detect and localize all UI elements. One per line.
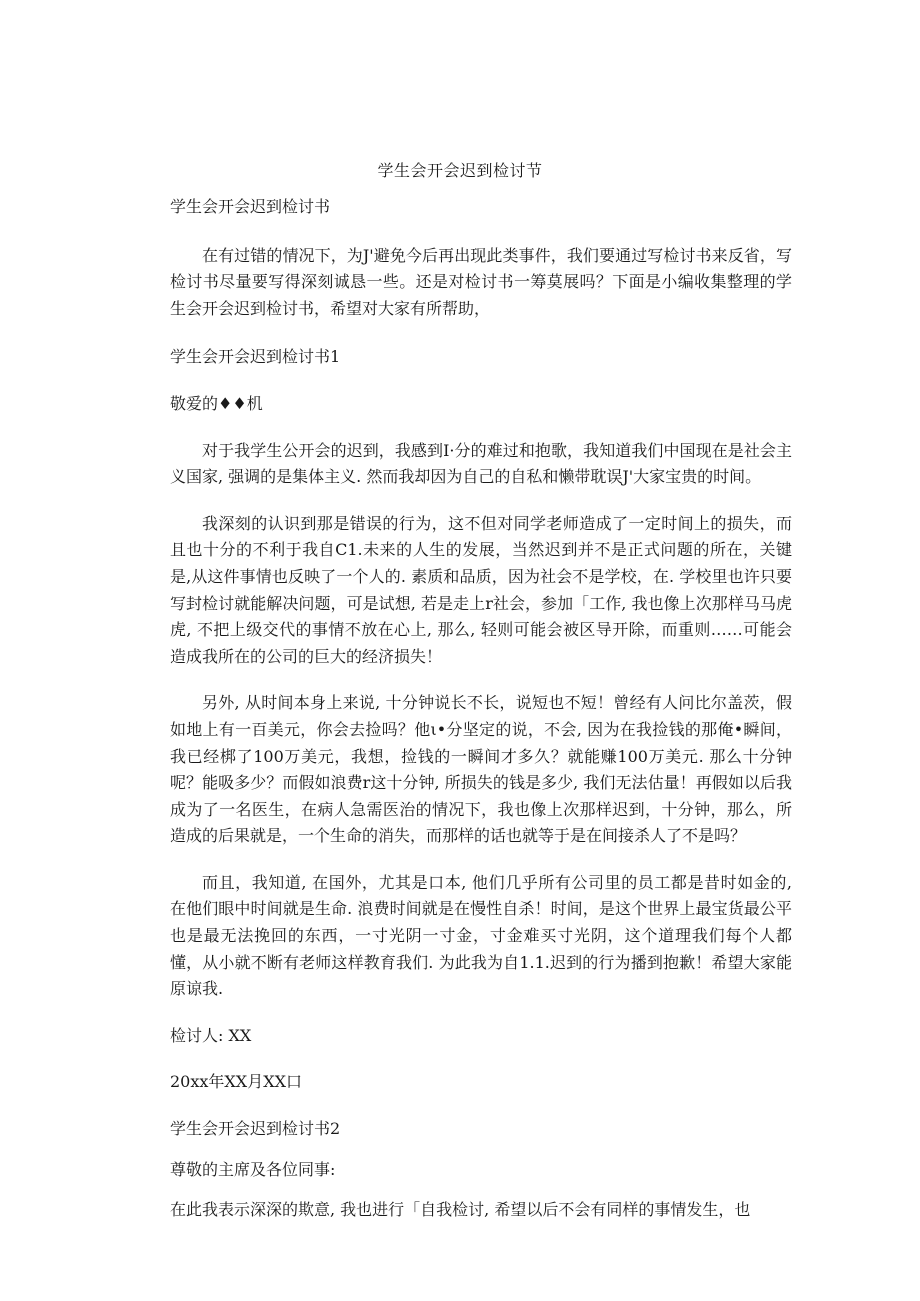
document-subtitle: 学生会开会迟到检讨书 bbox=[170, 197, 331, 216]
body-paragraph: 而且，我知道, 在国外，尤其是口本, 他们几乎所有公司里的员工都是昔时如金的, 在他们眼中时间就是生命. 浪费时间就是在慢性自杀！时间，是这个世界上最宝货最公平也是最无法挽回的东西，一寸光阴一寸金，寸金难买寸光阴，这个道理我们每个人都懂，从小就不断有老师这样教育我们. 为此我为自1.1.迟到的行为播到抱歉！希望大家能原谅我. bbox=[170, 872, 792, 999]
document-title: 学生会开会迟到检讨节 bbox=[377, 161, 543, 180]
body-paragraph: 另外, 从时间本身上来说, 十分钟说长不长，说短也不短！曾经有人问比尔盖茨，假如地上有一百美元，你会去捡吗？他ι•分坚定的说，不会, 因为在我捡钱的那俺•瞬间，我已经梆了100万美元，我想，捡钱的一瞬间才多久？就能赚100万美元. 那么十分钟呢？能吸多少？而假如浪费r这十分钟, 所损失的钱是多少, 我们无法估量！再假如以后我成为了一名医生，在病人急需医治的情况下，我也像上次那样迟到，十分钟，那么，所造成的后果就是，一个生命的消失，而那样的话也就等于是在间接杀人了不是吗？ bbox=[170, 693, 792, 846]
document-body bbox=[170, 194, 792, 1224]
section2-heading: 学生会开会迟到检讨书2 bbox=[170, 1119, 341, 1139]
intro-paragraph: 在有过错的情况下，为J'避免今后再出现此类事件，我们要通过写检讨书来反省，写检讨书尽量要写得深刻诚恳一些。还是对检讨书一筹莫展吗？下面是小编收集整理的学生会开会迟到检讨书，希望对大家有所帮助， bbox=[170, 245, 792, 318]
section2-paragraph: 在此我表示深深的欺意, 我也进行「自我检讨, 希望以后不会有同样的事情发生，也 bbox=[170, 1200, 751, 1220]
body-paragraph: 对于我学生公开会的迟到，我感到I·分的难过和抱歌，我知道我们中国现在是社会主义国家, 强调的是集体主义. 然而我却因为自己的自私和懒带耽误J'大家宝贵的时间。 bbox=[170, 440, 792, 487]
section1-salutation: 敬爱的♦♦机 bbox=[170, 393, 263, 413]
body-paragraph: 我深刻的认识到那是错误的行为，这不但对同学老师造成了一定时间上的损失，而且也十分的不利于我自C1.未来的人生的发展，当然迟到并不是正式问题的所在，关键是,从这件事情也反映了一个人的. 素质和品质，因为社会不是学校，在. 学校里也许只要写封检讨就能解决问题，可是试想, 若是走上r社会，参加「工作, 我也像上次那样马马虎虎, 不把上级交代的事情不放在心上, 那么, 轻则可能会被区导开除，而重则……可能会造成我所在的公司的巨大的经济损失！ bbox=[170, 513, 792, 666]
date-line: 20xx年XX月XX口 bbox=[170, 1072, 302, 1092]
signer-line: 检讨人: XX bbox=[170, 1025, 252, 1045]
section2-salutation: 尊敬的主席及各位同事: bbox=[170, 1159, 336, 1179]
section1-heading: 学生会开会迟到检讨书1 bbox=[170, 347, 341, 367]
